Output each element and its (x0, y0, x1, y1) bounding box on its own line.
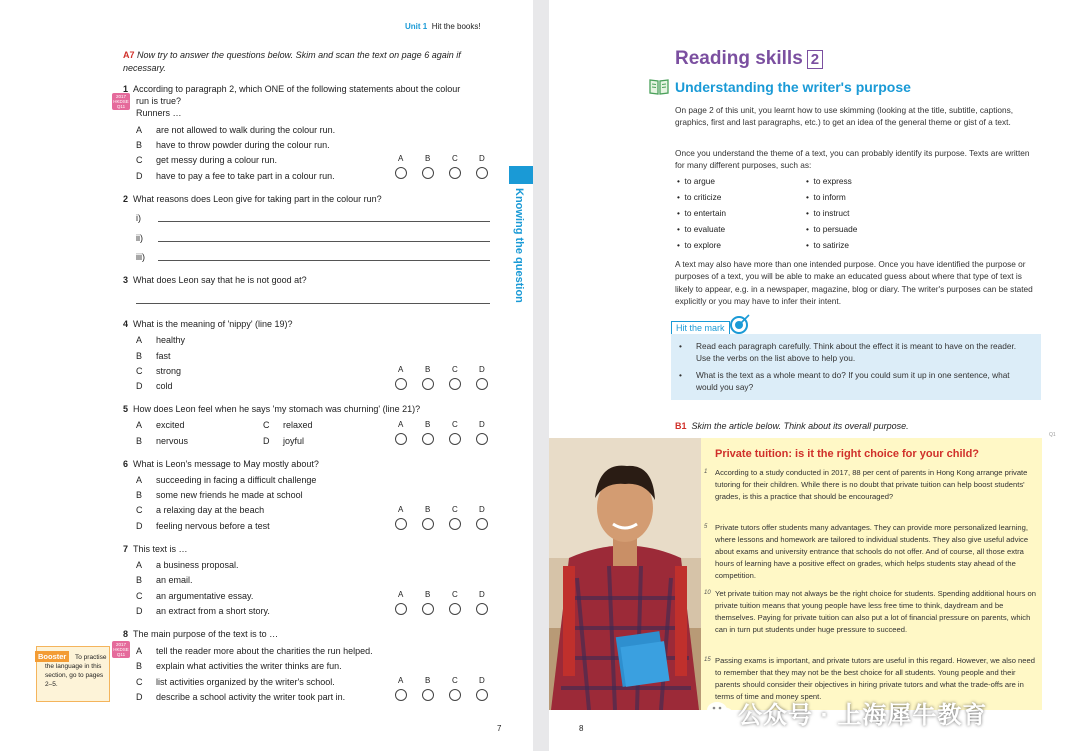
answer-circle-c[interactable] (449, 603, 461, 615)
right-page (549, 0, 1080, 751)
page-header: Unit 1 Hit the books! (405, 22, 481, 31)
booster-text: To practise the language in this section, go to pages 2–5. (45, 654, 107, 688)
line-number: 15 (704, 657, 711, 663)
article-paragraph: Passing exams is important, and private tutors are useful in this regard. However, we also need to remember that they may not be the best choice for all students. Young people and their parents should consider their objectives in hiring private tutors and what the trade-offs are in terms of time and money spent. (715, 656, 1035, 701)
question-1-cont: run is true? (136, 96, 182, 106)
list-item: • to explore (677, 240, 721, 250)
question-8: 8 The main purpose of the text is to … (123, 629, 279, 639)
question-2: 2 What reasons does Leon give for taking part in the colour run? (123, 194, 382, 204)
option-row: A succeeding in facing a difficult challenge (136, 475, 317, 485)
exam-tag: 2017 HKDSE Q11 (113, 94, 129, 109)
answer-circle-a[interactable] (395, 518, 407, 530)
answer-label: ii) (136, 233, 143, 243)
article-paragraph: Private tutors offer students many advantages. They can provide more personalized learning, where lessons and homework are tailored to individual students. They also give useful advice about exams and university entrance that schools do not offer. And of course, all those extra hours of learning have a positive effect on grades, which helps students stay ahead of the competition. (715, 523, 1029, 580)
option-row: A are not allowed to walk during the colour run. (136, 125, 336, 135)
option-row: D cold (136, 381, 173, 391)
answer-label: iii) (136, 252, 145, 262)
option-row: C an argumentative essay. (136, 591, 254, 601)
option-row: A excited (136, 420, 185, 430)
list-item: • to entertain (677, 208, 727, 218)
hit-item: • What is the text as a whole meant to do? If you could sum it up in one sentence, what would you say? (679, 370, 1010, 392)
option-row: C get messy during a colour run. (136, 155, 278, 165)
answer-label: i) (136, 213, 141, 223)
question-4: 4 What is the meaning of 'nippy' (line 19)? (123, 319, 293, 329)
option-row: B have to throw powder during the colour run. (136, 140, 330, 150)
list-item: • to express (806, 176, 852, 186)
section-title: Reading skills 2 (675, 48, 823, 70)
answer-circle-d[interactable] (476, 689, 488, 701)
article-paragraph: Yet private tuition may not always be the right choice for students. Spending additional hours on private tuition means that young people have less free time to think, daydream and be themselves. Paying for private tuition can also put a lot of financial pressure on parents, which can in turn put students under huge pressure to succeed. (715, 589, 1036, 634)
answer-circle-b[interactable] (422, 603, 434, 615)
answer-circle-b[interactable] (422, 433, 434, 445)
corner-mark: Q1 (1049, 432, 1056, 438)
list-item: • to evaluate (677, 224, 726, 234)
hit-item: • Read each paragraph carefully. Think about the effect it is meant to have on the reader. Use the verbs on the list above to help you. (679, 341, 1017, 363)
answer-circle-a[interactable] (395, 378, 407, 390)
line-number: 1 (704, 469, 708, 475)
booster-box (36, 646, 110, 702)
answer-circle-b[interactable] (422, 167, 434, 179)
answer-circle-a[interactable] (395, 433, 407, 445)
option-row: A tell the reader more about the charities the run helped. (136, 646, 373, 656)
list-item: • to inform (806, 192, 846, 202)
question-5: 5 How does Leon feel when he says 'my stomach was churning' (line 21)? (123, 404, 421, 414)
answer-circle-d[interactable] (476, 378, 488, 390)
line-number: 5 (704, 524, 708, 530)
option-row: B some new friends he made at school (136, 490, 303, 500)
question-1: 1 According to paragraph 2, which ONE of the following statements about the colour (123, 84, 461, 94)
answer-circle-c[interactable] (449, 689, 461, 701)
a7-instruction-cont: necessary. (123, 63, 166, 73)
article-paragraph: According to a study conducted in 2017, 88 per cent of parents in Hong Kong arrange private tutoring for their children. While there is no doubt that private tuition can help boost students' grades, is this a practice that should be encouraged? (715, 468, 1028, 501)
option-row: A a business proposal. (136, 560, 239, 570)
option-row: D have to pay a fee to take part in a colour run. (136, 171, 335, 181)
b1-instruction: B1 Skim the article below. Think about its overall purpose. (675, 421, 909, 431)
side-tab: Knowing the question (513, 188, 525, 303)
hit-the-mark-label: Hit the mark (671, 321, 730, 334)
list-item: • to persuade (806, 224, 858, 234)
list-item: • to argue (677, 176, 715, 186)
section-number: 2 (807, 50, 823, 69)
option-row: B nervous (136, 436, 189, 446)
list-item: • to criticize (677, 192, 722, 202)
list-item: • to instruct (806, 208, 850, 218)
answer-circle-b[interactable] (422, 689, 434, 701)
question-7: 7 This text is … (123, 544, 188, 554)
option-row: C relaxed (263, 420, 313, 430)
answer-circle-c[interactable] (449, 167, 461, 179)
answer-circle-c[interactable] (449, 378, 461, 390)
page-number: 8 (579, 724, 584, 733)
answer-circle-d[interactable] (476, 167, 488, 179)
option-row: D an extract from a short story. (136, 606, 270, 616)
option-row: C a relaxing day at the beach (136, 505, 265, 515)
question-6: 6 What is Leon's message to May mostly about? (123, 459, 319, 469)
answer-circle-a[interactable] (395, 167, 407, 179)
option-row: C strong (136, 366, 182, 376)
target-icon (727, 313, 751, 340)
page-number: 7 (497, 724, 502, 733)
left-page: Unit 1 Hit the books! A7 Now try to answer the questions below. Skim and scan the text on page 6 again if necessary. 2017 HKDSE Q11 1 According to paragraph 2, which ONE of the following statements about the colour run is true? Runners … A are not allowed to walk during the colour run. B have to throw powder during the colour run. C get messy during a colour run. D have to pay a fee to take part in a colour run. A B C D 2 What reasons does Leon give for taking part in the colour run? i) ii) iii) 3 What does Leon say that he is not good at? 4 What is the meaning of 'nippy' (line 19)? A healthy B fast C strong D cold A B C D 5 How does Leon feel when he says 'my stomach was churning' (line 21)? A excited C relaxed B nervous D joyful A B C D 6 What is Leon's message to May mostly about? A succeeding in facing a difficult challenge B some new friends he made at school C a relaxing day at the beach D feeling nervous before a test A B C D 7 This text is … A a business proposal. B an email. C an argumentative essay. D an extract from a short story. A B C D 2017 HKDSE Q11 8 The main purpose of the text is to … A tell the reader more about the charities the run helped. B explain what activities the writer thinks are fun. C list activities organized by the writer's school. D describe a school activity the writer took part in. A B C D Booster To practise the language in this section, go to pages 2–5. Knowing the question 7 (0, 0, 533, 751)
answer-line[interactable] (158, 221, 490, 222)
book-icon (649, 77, 669, 100)
a7-instruction: A7 Now try to answer the questions below. Skim and scan the text on page 6 again if (123, 50, 461, 60)
wechat-icon (706, 700, 734, 727)
answer-circle-b[interactable] (422, 518, 434, 530)
option-row: A healthy (136, 335, 186, 345)
option-row: B explain what activities the writer thinks are fun. (136, 661, 342, 671)
article-title: Private tuition: is it the right choice for your child? (715, 448, 980, 460)
intent-paragraph: A text may also have more than one intended purpose. Once you have identified the purpose or purposes of a text, you will be able to make an educated guess about where that type of text is likely to appear, e.g. in a newspaper, magazine, blog or diary. The writer's purposes can be stated explicitly or you may have to infer their intent. (675, 259, 1033, 307)
list-item: • to satirize (806, 240, 850, 250)
option-row: B fast (136, 351, 171, 361)
option-row: D describe a school activity the writer took part in. (136, 692, 346, 702)
answer-line[interactable] (136, 303, 490, 304)
option-row: D joyful (263, 436, 305, 446)
purpose-paragraph: Once you understand the theme of a text, you can probably identify its purpose. Texts are written for many different purposes, such as: (675, 148, 1030, 171)
question-3: 3 What does Leon say that he is not good at? (123, 275, 307, 285)
option-row: B an email. (136, 575, 193, 585)
line-number: 10 (704, 590, 711, 596)
answer-circle-d[interactable] (476, 518, 488, 530)
answer-circle-d[interactable] (476, 433, 488, 445)
watermark: 公众号 · 上海犀牛教育 (738, 702, 988, 729)
answer-circle-a[interactable] (395, 603, 407, 615)
answer-line[interactable] (158, 260, 490, 261)
exam-tag: 2017 HKDSE Q11 (113, 642, 129, 657)
answer-circle-a[interactable] (395, 689, 407, 701)
answer-circle-c[interactable] (449, 518, 461, 530)
answer-line[interactable] (158, 241, 490, 242)
section-subtitle: Understanding the writer's purpose (675, 79, 911, 95)
answer-circle-d[interactable] (476, 603, 488, 615)
answer-circle-c[interactable] (449, 433, 461, 445)
answer-circle-b[interactable] (422, 378, 434, 390)
booster-label: Booster (35, 651, 69, 662)
student-photo (549, 438, 701, 710)
option-row: C list activities organized by the writer's school. (136, 677, 335, 687)
intro-paragraph: On page 2 of this unit, you learnt how to use skimming (looking at the title, subtitle, captions, graphics, first and last paragraphs, etc.) to get an idea of the general theme or gist of a text. (675, 105, 1014, 128)
option-row: D feeling nervous before a test (136, 521, 270, 531)
side-tab-marker (509, 166, 533, 184)
question-1-stem: Runners … (136, 108, 182, 118)
